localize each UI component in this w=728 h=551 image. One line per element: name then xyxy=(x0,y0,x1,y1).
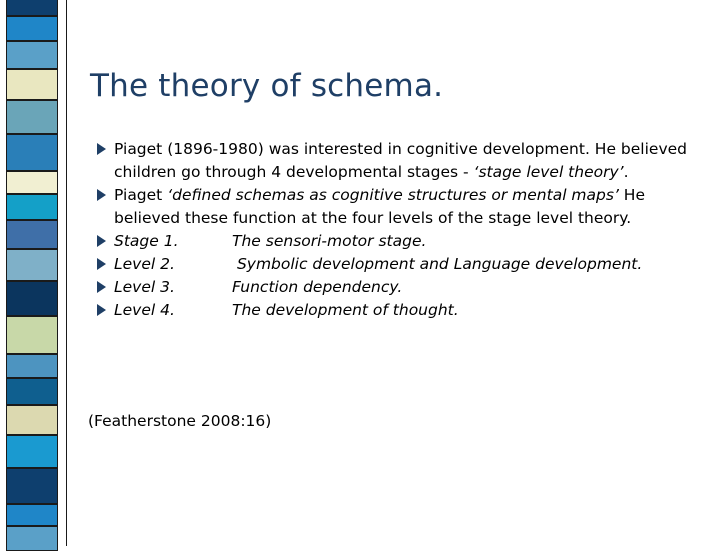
decorative-stripe xyxy=(0,0,70,546)
slide-title: The theory of schema. xyxy=(90,68,444,104)
citation: (Featherstone 2008:16) xyxy=(88,412,272,430)
bullet-italic: ‘defined schemas as cognitive structures or mental maps’ xyxy=(167,186,619,204)
stripe-tile xyxy=(6,100,58,134)
level-text: The development of thought. xyxy=(232,301,459,319)
stripe-tile xyxy=(6,16,58,41)
bullet-item-piaget-stages xyxy=(97,138,712,184)
bullet-italic: ‘stage level theory’ xyxy=(473,163,624,181)
level-text: Symbolic development and Language development. xyxy=(232,255,643,273)
bullet-item-level-2 xyxy=(97,253,712,276)
bullet-text-end: He believed these function at the four levels of the stage level theory. xyxy=(114,186,645,227)
stripe-tile xyxy=(6,194,58,220)
stripe-tile xyxy=(6,220,58,249)
stripe-tile xyxy=(6,249,58,281)
bullet-text: Piaget xyxy=(114,186,168,204)
stripe-tile xyxy=(6,526,58,551)
level-label: Level 4. xyxy=(114,301,175,319)
stripe-tile xyxy=(6,378,58,405)
bullet-text: Piaget (1896-1980) was interested in cognitive development. He believed children go through 4 developmental stages - xyxy=(114,140,687,181)
bullet-arrow-icon xyxy=(97,235,106,247)
bullet-text-end: . xyxy=(623,163,629,181)
stripe-tile xyxy=(6,354,58,378)
stripe-tile xyxy=(6,281,58,316)
stripe-tile xyxy=(6,69,58,100)
bullet-arrow-icon xyxy=(97,304,106,316)
bullet-arrow-icon xyxy=(97,281,106,293)
stripe-tile xyxy=(6,405,58,435)
stripe-tile xyxy=(6,134,58,171)
bullet-arrow-icon xyxy=(97,143,106,155)
level-text: Function dependency. xyxy=(232,278,403,296)
bullet-item-level-4 xyxy=(97,299,712,322)
stripe-tile xyxy=(6,171,58,194)
stripe-tile xyxy=(6,435,58,468)
stage-label: Stage 1. xyxy=(114,232,179,250)
stripe-tile xyxy=(6,41,58,69)
stripe-tile xyxy=(6,468,58,504)
stripe-tile xyxy=(6,504,58,526)
level-label: Level 3. xyxy=(114,278,175,296)
bullet-arrow-icon xyxy=(97,189,106,201)
stripe-tile xyxy=(6,316,58,354)
bullet-item-level-3 xyxy=(97,276,712,299)
stripe-border-line xyxy=(66,0,67,546)
stripe-tile xyxy=(6,0,58,16)
bullet-item-piaget-schemas xyxy=(97,184,712,230)
bullet-list xyxy=(97,138,712,322)
bullet-arrow-icon xyxy=(97,258,106,270)
stage-text: The sensori-motor stage. xyxy=(232,232,427,250)
bullet-item-stage-1 xyxy=(97,230,712,253)
level-label: Level 2. xyxy=(114,255,175,273)
